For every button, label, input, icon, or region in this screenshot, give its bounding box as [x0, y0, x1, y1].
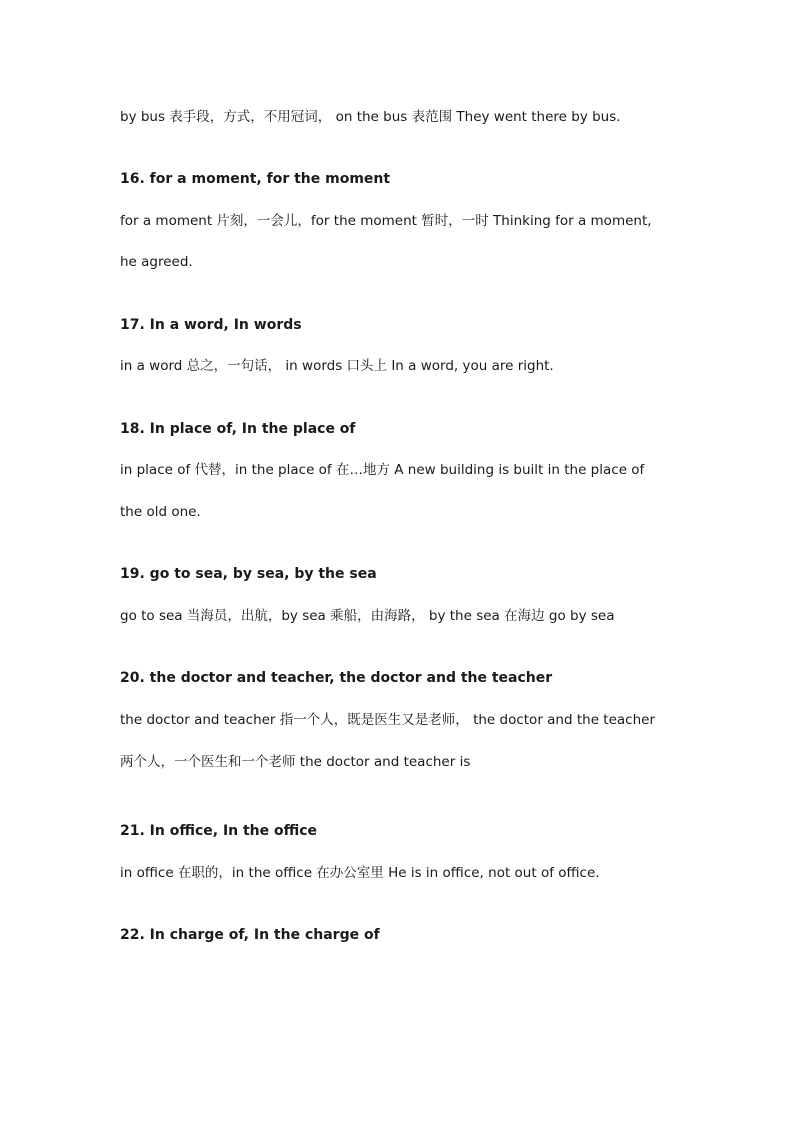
heading-21: 21. In office, In the office — [120, 823, 318, 839]
line-by-bus: by bus 表手段，方式，不用冠词， on the bus 表范围 They went there by bus. — [120, 109, 621, 125]
heading-19: 19. go to sea, by sea, by the sea — [120, 566, 377, 582]
line-20-explanation: the doctor and teacher 指一个人，既是医生又是老师， the doctor and the teacher — [120, 712, 656, 728]
line-21-explanation: in office 在职的，in the office 在办公室里 He is in office, not out of office. — [120, 865, 600, 881]
heading-22: 22. In charge of, In the charge of — [120, 927, 380, 943]
heading-17: 17. In a word, In words — [120, 317, 302, 333]
line-16-continuation: he agreed. — [120, 254, 193, 270]
heading-16: 16. for a moment, for the moment — [120, 171, 391, 187]
heading-18: 18. In place of, In the place of — [120, 421, 356, 437]
line-18-continuation: the old one. — [120, 504, 201, 520]
line-17-explanation: in a word 总之，一句话， in words 口头上 In a word, you are right. — [120, 358, 554, 374]
line-18-explanation: in place of 代替，in the place of 在…地方 A new building is built in the place of — [120, 462, 645, 478]
heading-20: 20. the doctor and teacher, the doctor and the teacher — [120, 670, 553, 686]
line-20-continuation: 两个人，一个医生和一个老师 the doctor and teacher is — [120, 754, 471, 770]
line-19-explanation: go to sea 当海员，出航，by sea 乘船，由海路， by the sea 在海边 go by sea — [120, 608, 615, 624]
line-16-explanation: for a moment 片刻，一会儿，for the moment 暂时，一时 Thinking for a moment, — [120, 213, 652, 229]
